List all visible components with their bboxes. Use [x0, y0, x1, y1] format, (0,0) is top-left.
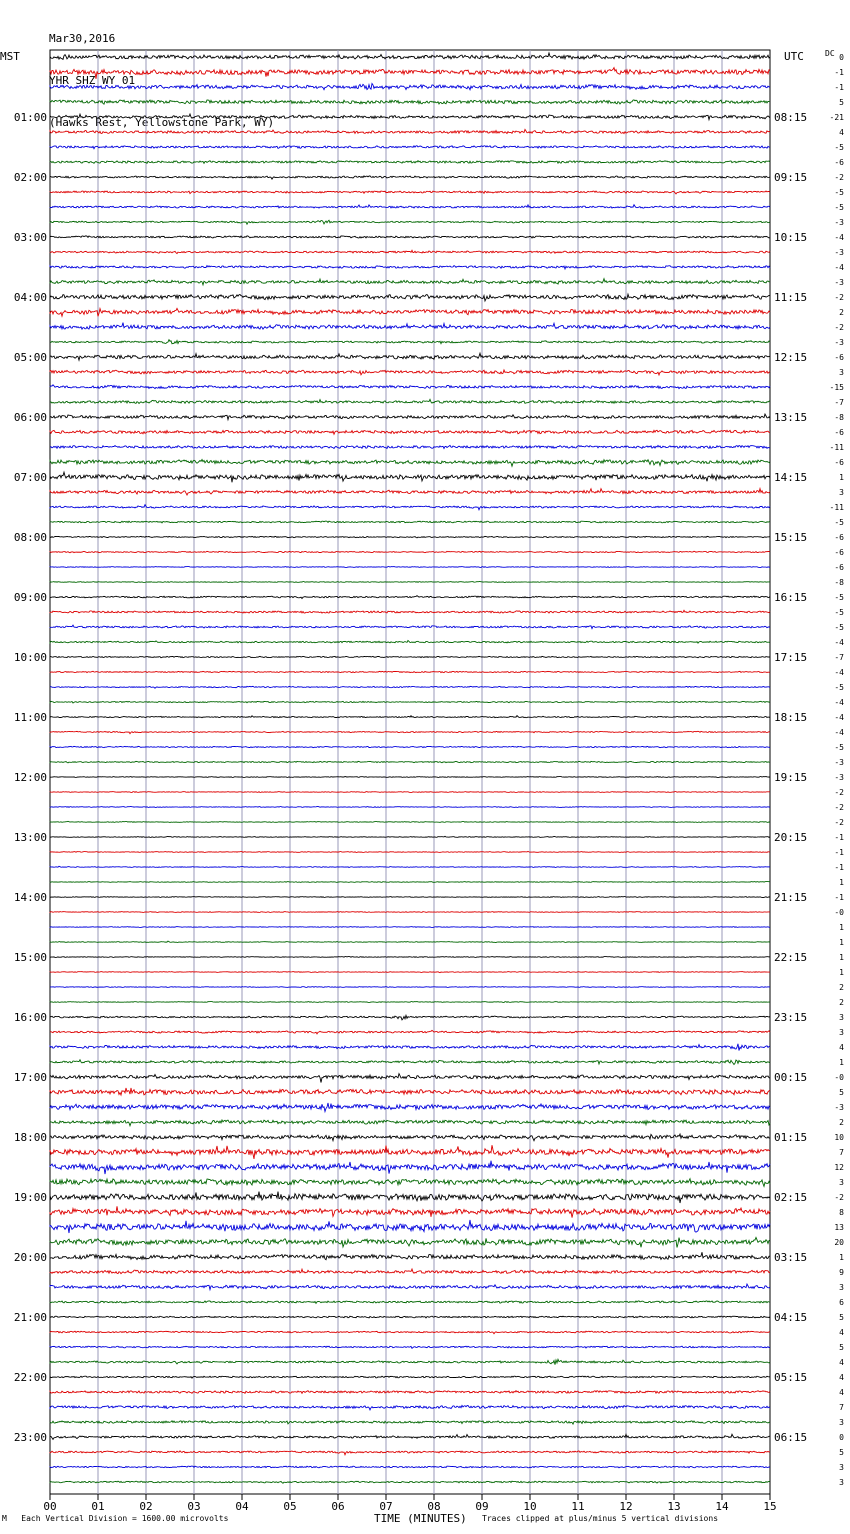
scale-note-text: Each Vertical Division = 1600.00 microvolts: [21, 1514, 229, 1523]
left-hour-label: 08:00: [13, 531, 47, 544]
left-hour-label: 21:00: [13, 1311, 47, 1324]
left-hour-label: 07:00: [13, 471, 47, 484]
dc-offset-label: 1: [839, 923, 844, 932]
seismogram-trace: [50, 957, 770, 958]
right-hour-label: 11:15: [774, 291, 808, 304]
seismogram-trace: [50, 882, 770, 883]
seismogram-trace: [50, 1451, 770, 1455]
seismogram-trace: [50, 236, 770, 238]
dc-offset-label: -4: [834, 728, 844, 737]
right-hour-label: 10:15: [774, 231, 808, 244]
seismogram-trace: [50, 161, 770, 164]
left-hour-label: 09:00: [13, 591, 47, 604]
seismogram-trace: [50, 731, 770, 733]
seismogram-trace: [50, 1002, 770, 1003]
seismogram-trace: [50, 656, 770, 657]
dc-offset-label: 3: [839, 1028, 844, 1037]
right-hour-label: 12:15: [774, 351, 808, 364]
x-tick-label: 10: [523, 1500, 537, 1513]
dc-offset-label: 3: [839, 1418, 844, 1427]
seismogram-trace: [50, 489, 770, 495]
right-hour-label: 15:15: [774, 531, 808, 544]
seismogram-trace: [50, 1316, 770, 1318]
x-tick-label: 06: [331, 1500, 345, 1513]
seismogram-trace: [50, 1434, 770, 1439]
dc-offset-label: 1: [839, 968, 844, 977]
seismogram-trace: [50, 987, 770, 988]
dc-offset-label: 5: [839, 1088, 844, 1097]
right-hour-label: 20:15: [774, 831, 808, 844]
dc-offset-label: 5: [839, 98, 844, 107]
dc-offset-label: -3: [834, 338, 844, 347]
x-tick-label: 00: [43, 1500, 57, 1513]
dc-offset-label: -6: [834, 548, 844, 557]
dc-offset-label: 3: [839, 1013, 844, 1022]
right-hour-label: 22:15: [774, 951, 808, 964]
dc-offset-label: 3: [839, 488, 844, 497]
dc-offset-label: -2: [834, 788, 844, 797]
seismogram-trace: [50, 1376, 770, 1378]
dc-offset-label: -4: [834, 668, 844, 677]
seismogram-trace: [50, 897, 770, 898]
dc-offset-label: -6: [834, 353, 844, 362]
x-axis-title: TIME (MINUTES): [374, 1512, 467, 1525]
dc-offset-label: -5: [834, 143, 844, 152]
dc-offset-label: -7: [834, 653, 844, 662]
seismogram-trace: [50, 294, 770, 301]
seismogram-trace: [50, 340, 770, 344]
dc-offset-label: 2: [839, 308, 844, 317]
right-hour-label: 06:15: [774, 1431, 808, 1444]
seismogram-trace: [50, 53, 770, 59]
dc-offset-label: -4: [834, 638, 844, 647]
x-tick-label: 08: [427, 1500, 441, 1513]
dc-offset-label: -5: [834, 608, 844, 617]
dc-offset-label: 13: [834, 1223, 844, 1232]
seismogram-trace: [50, 686, 770, 688]
dc-offset-label: -1: [834, 833, 844, 842]
seismogram-trace: [50, 266, 770, 269]
seismogram-trace: [50, 84, 770, 90]
seismogram-trace: [50, 1481, 770, 1483]
dc-offset-label: -7: [834, 398, 844, 407]
seismogram-trace: [50, 836, 770, 837]
seismogram-trace: [50, 807, 770, 808]
seismogram-trace: [50, 567, 770, 568]
dc-offset-label: -1: [834, 83, 844, 92]
dc-offset-label: -5: [834, 518, 844, 527]
right-hour-label: 17:15: [774, 651, 808, 664]
dc-offset-label: 3: [839, 1178, 844, 1187]
seismogram-trace: [50, 399, 770, 403]
x-tick-label: 11: [571, 1500, 585, 1513]
clip-note: Traces clipped at plus/minus 5 vertical divisions: [482, 1514, 719, 1523]
dc-offset-label: -1: [834, 848, 844, 857]
dc-offset-label: 2: [839, 998, 844, 1007]
seismogram-trace: [50, 521, 770, 523]
seismogram-trace: [50, 777, 770, 778]
x-tick-label: 02: [139, 1500, 153, 1513]
dc-offset-label: 2: [839, 1118, 844, 1127]
dc-offset-label: -3: [834, 248, 844, 257]
left-hour-label: 01:00: [13, 111, 47, 124]
x-tick-label: 05: [283, 1500, 297, 1513]
dc-offset-label: -8: [834, 578, 844, 587]
dc-offset-label: 3: [839, 368, 844, 377]
seismogram-trace: [50, 792, 770, 793]
dc-label: DC: [825, 49, 835, 58]
dc-offset-label: -3: [834, 1103, 844, 1112]
left-timezone-label: MST: [0, 50, 20, 63]
seismogram-trace: [50, 370, 770, 375]
left-hour-label: 23:00: [13, 1431, 47, 1444]
seismogram-trace: [50, 1301, 770, 1304]
seismogram-trace: [50, 68, 770, 79]
dc-offset-label: 1: [839, 953, 844, 962]
seismogram-trace: [50, 912, 770, 913]
seismogram-trace: [50, 1134, 770, 1141]
seismogram-trace: [50, 146, 770, 149]
dc-offset-label: -1: [834, 893, 844, 902]
left-hour-label: 05:00: [13, 351, 47, 364]
dc-offset-label: -2: [834, 1193, 844, 1202]
logo-mark: M: [2, 1514, 7, 1523]
seismogram-trace: [50, 1161, 770, 1174]
seismogram-trace: [50, 445, 770, 448]
right-hour-label: 23:15: [774, 1011, 808, 1024]
dc-offset-label: 2: [839, 983, 844, 992]
seismogram-trace: [50, 761, 770, 763]
seismogram-trace: [50, 582, 770, 583]
seismogram-trace: [50, 1252, 770, 1260]
dc-offset-label: -4: [834, 713, 844, 722]
dc-offset-label: 3: [839, 1463, 844, 1472]
seismogram-trace: [50, 1060, 770, 1065]
seismogram-trace: [50, 1192, 770, 1203]
x-tick-label: 13: [667, 1500, 681, 1513]
left-hour-label: 02:00: [13, 171, 47, 184]
dc-offset-label: 20: [834, 1238, 844, 1247]
seismogram-trace: [50, 1359, 770, 1364]
dc-offset-label: -3: [834, 218, 844, 227]
right-hour-label: 14:15: [774, 471, 808, 484]
dc-offset-label: 12: [834, 1163, 844, 1172]
left-hour-label: 12:00: [13, 771, 47, 784]
right-hour-label: 18:15: [774, 711, 808, 724]
dc-offset-label: -6: [834, 563, 844, 572]
seismogram-trace: [50, 1145, 770, 1159]
right-timezone-label: UTC: [784, 50, 804, 63]
dc-offset-label: -3: [834, 773, 844, 782]
trace-group: [50, 53, 770, 1483]
dc-offset-label: -6: [834, 533, 844, 542]
seismogram-trace: [50, 323, 770, 330]
dc-offset-label: 8: [839, 1208, 844, 1217]
seismogram-trace: [50, 460, 770, 467]
seismogram-trace: [50, 866, 770, 867]
seismogram-trace: [50, 250, 770, 253]
right-hour-label: 09:15: [774, 171, 808, 184]
dc-offset-label: -21: [829, 113, 844, 122]
x-tick-label: 09: [475, 1500, 489, 1513]
seismogram-trace: [50, 941, 770, 942]
seismogram-trace: [50, 1044, 770, 1051]
left-hour-label: 04:00: [13, 291, 47, 304]
dc-offset-label: 3: [839, 1478, 844, 1487]
right-hour-label: 21:15: [774, 891, 808, 904]
station-location: (Hawks Rest, Yellowstone Park, WY): [49, 116, 275, 129]
seismogram-trace: [50, 851, 770, 852]
dc-offset-label: 4: [839, 1328, 844, 1337]
seismogram-trace: [50, 430, 770, 434]
right-hour-label: 00:15: [774, 1071, 808, 1084]
right-hour-label: 05:15: [774, 1371, 808, 1384]
dc-offset-label: -6: [834, 458, 844, 467]
seismogram-trace: [50, 279, 770, 285]
dc-offset-label: -2: [834, 323, 844, 332]
seismogram-trace: [50, 551, 770, 552]
dc-offset-label: -11: [829, 503, 844, 512]
dc-offset-label: -8: [834, 413, 844, 422]
seismogram-trace: [50, 821, 770, 822]
seismogram-trace: [50, 114, 770, 120]
seismogram-trace: [50, 625, 770, 629]
dc-offset-label: -2: [834, 293, 844, 302]
left-hour-label: 19:00: [13, 1191, 47, 1204]
dc-offset-label: -2: [834, 818, 844, 827]
seismogram-trace: [50, 1015, 770, 1020]
seismogram-trace: [50, 1237, 770, 1247]
left-hour-label: 16:00: [13, 1011, 47, 1024]
dc-offset-label: -5: [834, 593, 844, 602]
right-hour-label: 01:15: [774, 1131, 808, 1144]
seismogram-trace: [50, 191, 770, 194]
seismogram-trace: [50, 472, 770, 482]
dc-offset-label: -4: [834, 263, 844, 272]
dc-offset-label: 1: [839, 1058, 844, 1067]
dc-offset-label: 4: [839, 128, 844, 137]
dc-offset-label: -15: [829, 383, 844, 392]
right-hour-label: 03:15: [774, 1251, 808, 1264]
left-hour-label: 06:00: [13, 411, 47, 424]
seismogram-trace: [50, 129, 770, 133]
dc-offset-label: -5: [834, 203, 844, 212]
dc-offset-label: 1: [839, 1253, 844, 1262]
dc-offset-label: -6: [834, 158, 844, 167]
label-group: [14, 53, 844, 1513]
left-hour-label: 17:00: [13, 1071, 47, 1084]
x-tick-label: 14: [715, 1500, 729, 1513]
dc-offset-label: 1: [839, 878, 844, 887]
seismogram-trace: [50, 1331, 770, 1334]
dc-offset-label: 4: [839, 1373, 844, 1382]
seismogram-trace: [50, 1269, 770, 1274]
dc-offset-label: 7: [839, 1403, 844, 1412]
x-tick-label: 03: [187, 1500, 201, 1513]
seismogram-trace: [50, 610, 770, 613]
dc-offset-label: 4: [839, 1358, 844, 1367]
seismogram-trace: [50, 220, 770, 224]
dc-offset-label: 9: [839, 1268, 844, 1277]
dc-offset-label: -5: [834, 683, 844, 692]
dc-offset-label: -0: [834, 1073, 844, 1082]
chart-date: Mar30,2016: [49, 32, 116, 45]
left-hour-label: 14:00: [13, 891, 47, 904]
seismogram-trace: [50, 596, 770, 599]
right-hour-label: 02:15: [774, 1191, 808, 1204]
dc-offset-label: -1: [834, 68, 844, 77]
dc-offset-label: 5: [839, 1313, 844, 1322]
seismogram-trace: [50, 385, 770, 389]
seismogram-trace: [50, 308, 770, 316]
seismogram-trace: [50, 701, 770, 703]
seismogram-trace: [50, 1391, 770, 1394]
left-hour-label: 22:00: [13, 1371, 47, 1384]
dc-offset-label: -5: [834, 188, 844, 197]
right-hour-label: 04:15: [774, 1311, 808, 1324]
dc-offset-label: 1: [839, 473, 844, 482]
dc-offset-label: 0: [839, 1433, 844, 1442]
seismogram-trace: [50, 1220, 770, 1233]
dc-offset-label: -11: [829, 443, 844, 452]
left-hour-label: 10:00: [13, 651, 47, 664]
dc-offset-label: 1: [839, 938, 844, 947]
seismogram-trace: [50, 1074, 770, 1083]
chart-title: YHR SHZ WY 01: [49, 74, 136, 87]
seismogram-trace: [50, 100, 770, 104]
seismogram-trace: [50, 927, 770, 928]
dc-offset-label: -5: [834, 623, 844, 632]
dc-offset-label: -3: [834, 758, 844, 767]
seismogram-trace: [50, 1088, 770, 1095]
seismogram-trace: [50, 1405, 770, 1410]
dc-offset-label: -2: [834, 803, 844, 812]
left-hour-label: 15:00: [13, 951, 47, 964]
right-hour-label: 19:15: [774, 771, 808, 784]
seismogram-trace: [50, 746, 770, 747]
seismogram-trace: [50, 1179, 770, 1187]
seismogram-trace: [50, 176, 770, 179]
dc-offset-label: -2: [834, 173, 844, 182]
dc-offset-label: 10: [834, 1133, 844, 1142]
scale-note: [2, 1514, 228, 1523]
seismogram-trace: [50, 1466, 770, 1468]
dc-offset-label: 4: [839, 1388, 844, 1397]
seismogram-trace: [50, 414, 770, 420]
dc-offset-label: 4: [839, 1043, 844, 1052]
dc-offset-label: 7: [839, 1148, 844, 1157]
x-tick-label: 01: [91, 1500, 105, 1513]
dc-offset-label: -1: [834, 863, 844, 872]
seismogram-trace: [50, 1284, 770, 1290]
left-hour-label: 18:00: [13, 1131, 47, 1144]
dc-offset-label: 5: [839, 1448, 844, 1457]
seismogram-trace: [50, 1206, 770, 1217]
x-tick-label: 15: [763, 1500, 777, 1513]
dc-offset-label: 6: [839, 1298, 844, 1307]
right-hour-label: 08:15: [774, 111, 808, 124]
x-tick-label: 12: [619, 1500, 633, 1513]
seismogram-trace: [50, 205, 770, 208]
dc-offset-label: -5: [834, 743, 844, 752]
plot-frame: [50, 50, 770, 1494]
seismogram-trace: [50, 716, 770, 718]
left-hour-label: 11:00: [13, 711, 47, 724]
dc-offset-label: -0: [834, 908, 844, 917]
seismogram-trace: [50, 505, 770, 510]
seismogram-trace: [50, 1120, 770, 1126]
seismogram-trace: [50, 1030, 770, 1034]
dc-offset-label: -4: [834, 233, 844, 242]
seismogram-trace: [50, 1346, 770, 1348]
dc-offset-label: -6: [834, 428, 844, 437]
right-hour-label: 16:15: [774, 591, 808, 604]
x-tick-label: 04: [235, 1500, 249, 1513]
left-hour-label: 03:00: [13, 231, 47, 244]
seismogram-trace: [50, 641, 770, 644]
left-hour-label: 13:00: [13, 831, 47, 844]
seismogram-trace: [50, 536, 770, 538]
seismogram-trace: [50, 1421, 770, 1424]
seismogram-trace: [50, 353, 770, 360]
dc-offset-label: -4: [834, 698, 844, 707]
dc-offset-label: 3: [839, 1283, 844, 1292]
seismogram-trace: [50, 671, 770, 672]
dc-offset-label: 0: [839, 53, 844, 62]
seismogram-trace: [50, 972, 770, 973]
right-hour-label: 13:15: [774, 411, 808, 424]
dc-offset-label: -3: [834, 278, 844, 287]
seismogram-trace: [50, 1103, 770, 1112]
left-hour-label: 20:00: [13, 1251, 47, 1264]
x-tick-label: 07: [379, 1500, 393, 1513]
dc-offset-label: 5: [839, 1343, 844, 1352]
